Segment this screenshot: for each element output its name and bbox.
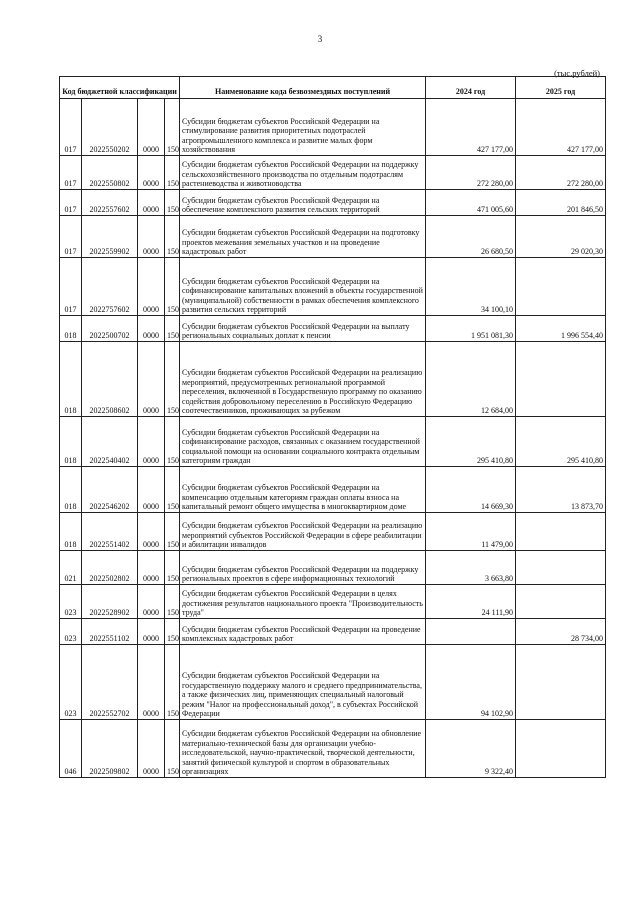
code-cell: 150 [165, 99, 180, 156]
code-cell: 150 [165, 190, 180, 216]
code-cell: 2022550802 [82, 156, 138, 190]
value-2025-cell: 201 846,50 [516, 190, 606, 216]
code-cell: 2022509802 [82, 720, 138, 778]
name-cell: Субсидии бюджетам субъектов Российской Федерации на подготовку проектов межевания земельных участков и на проведение кадастровых работ [180, 216, 426, 258]
code-cell: 018 [60, 316, 82, 342]
budget-table [59, 76, 606, 778]
table-row [60, 417, 606, 467]
value-2024-cell: 34 100,10 [426, 258, 516, 316]
table-body [60, 99, 606, 778]
code-cell: 0000 [138, 190, 165, 216]
code-cell: 018 [60, 342, 82, 417]
code-cell: 046 [60, 720, 82, 778]
value-2024-cell: 12 684,00 [426, 342, 516, 417]
value-2024-cell: 9 322,40 [426, 720, 516, 778]
code-cell: 0000 [138, 720, 165, 778]
code-cell: 2022559902 [82, 216, 138, 258]
code-cell: 021 [60, 551, 82, 585]
value-2024-cell: 427 177,00 [426, 99, 516, 156]
name-cell: Субсидии бюджетам субъектов Российской Федерации на реализацию мероприятий, предусмотренных региональной программой переселения, включенной в Государственную программу по оказанию содействия добровольному переселению в Российскую Федерацию соотечественников, проживающих за рубежом [180, 342, 426, 417]
code-cell: 2022557602 [82, 190, 138, 216]
code-cell: 0000 [138, 316, 165, 342]
code-cell: 0000 [138, 156, 165, 190]
value-2025-cell: 13 873,70 [516, 467, 606, 513]
code-cell: 0000 [138, 551, 165, 585]
code-cell: 150 [165, 619, 180, 645]
code-cell: 023 [60, 585, 82, 619]
value-2024-cell: 295 410,80 [426, 417, 516, 467]
name-cell: Субсидии бюджетам субъектов Российской Федерации на софинансирование расходов, связанных с оказанием государственной социальной помощи на основании социального контракта отдельным категориям граждан [180, 417, 426, 467]
page-number: 3 [317, 34, 323, 44]
table-row [60, 551, 606, 585]
value-2025-cell: 272 280,00 [516, 156, 606, 190]
name-cell: Субсидии бюджетам субъектов Российской Федерации на проведение комплексных кадастровых работ [180, 619, 426, 645]
name-cell: Субсидии бюджетам субъектов Российской Федерации на государственную поддержку малого и среднего предпринимательства, а также физических лиц, применяющих специальный налоговый режим "Налог на профессиональный доход", в субъектах Российской Федерации [180, 645, 426, 720]
name-cell: Субсидии бюджетам субъектов Российской Федерации на софинансирование капитальных вложений в объекты государственной (муниципальной) собственности в рамках обеспечения комплексного развития сельских территорий [180, 258, 426, 316]
value-2024-cell: 11 479,00 [426, 513, 516, 551]
table-row [60, 216, 606, 258]
code-cell: 0000 [138, 342, 165, 417]
code-cell: 2022550202 [82, 99, 138, 156]
name-cell: Субсидии бюджетам субъектов Российской Федерации на реализацию мероприятий субъектов Российской Федерации в сфере реабилитации и абилитации инвалидов [180, 513, 426, 551]
header-name: Наименование кода безвозмездных поступлений [180, 77, 426, 99]
table-row [60, 513, 606, 551]
value-2025-cell: 29 020,30 [516, 216, 606, 258]
value-2025-cell: 427 177,00 [516, 99, 606, 156]
header-year-2025: 2025 год [516, 77, 606, 99]
units-label: (тыс.рублей) [554, 68, 600, 78]
table-header-row [60, 77, 606, 99]
code-cell: 2022540402 [82, 417, 138, 467]
value-2024-cell [426, 619, 516, 645]
code-cell: 018 [60, 513, 82, 551]
table-row [60, 720, 606, 778]
code-cell: 017 [60, 190, 82, 216]
table-row [60, 645, 606, 720]
code-cell: 0000 [138, 467, 165, 513]
code-cell: 0000 [138, 99, 165, 156]
table-row [60, 467, 606, 513]
code-cell: 150 [165, 720, 180, 778]
code-cell: 150 [165, 645, 180, 720]
table-row [60, 342, 606, 417]
code-cell: 017 [60, 216, 82, 258]
value-2025-cell [516, 342, 606, 417]
code-cell: 2022528902 [82, 585, 138, 619]
name-cell: Субсидии бюджетам субъектов Российской Федерации на поддержку сельскохозяйственного производства по отдельным подотраслям растениеводства и животноводства [180, 156, 426, 190]
code-cell: 150 [165, 417, 180, 467]
table-row [60, 156, 606, 190]
value-2024-cell: 26 680,50 [426, 216, 516, 258]
value-2024-cell: 24 111,90 [426, 585, 516, 619]
code-cell: 2022551102 [82, 619, 138, 645]
table-row [60, 258, 606, 316]
code-cell: 2022508602 [82, 342, 138, 417]
code-cell: 023 [60, 619, 82, 645]
code-cell: 2022757602 [82, 258, 138, 316]
header-year-2024: 2024 год [426, 77, 516, 99]
code-cell: 150 [165, 551, 180, 585]
code-cell: 0000 [138, 417, 165, 467]
code-cell: 150 [165, 216, 180, 258]
value-2024-cell: 14 669,30 [426, 467, 516, 513]
code-cell: 0000 [138, 619, 165, 645]
value-2024-cell: 94 102,90 [426, 645, 516, 720]
code-cell: 150 [165, 156, 180, 190]
code-cell: 0000 [138, 216, 165, 258]
code-cell: 018 [60, 467, 82, 513]
code-cell: 2022502802 [82, 551, 138, 585]
value-2025-cell [516, 258, 606, 316]
table-row [60, 190, 606, 216]
code-cell: 150 [165, 585, 180, 619]
value-2025-cell: 28 734,00 [516, 619, 606, 645]
code-cell: 017 [60, 258, 82, 316]
name-cell: Субсидии бюджетам субъектов Российской Федерации на поддержку региональных проектов в сфере информационных технологий [180, 551, 426, 585]
code-cell: 150 [165, 467, 180, 513]
name-cell: Субсидии бюджетам субъектов Российской Федерации на выплату региональных социальных доплат к пенсии [180, 316, 426, 342]
table-row [60, 585, 606, 619]
code-cell: 2022546202 [82, 467, 138, 513]
table-row [60, 316, 606, 342]
value-2024-cell: 272 280,00 [426, 156, 516, 190]
value-2025-cell [516, 720, 606, 778]
name-cell: Субсидии бюджетам субъектов Российской Федерации на обеспечение комплексного развития сельских территорий [180, 190, 426, 216]
value-2025-cell [516, 551, 606, 585]
name-cell: Субсидии бюджетам субъектов Российской Федерации на компенсацию отдельным категориям граждан оплаты взноса на капитальный ремонт общего имущества в многоквартирном доме [180, 467, 426, 513]
code-cell: 0000 [138, 513, 165, 551]
value-2025-cell [516, 585, 606, 619]
code-cell: 150 [165, 342, 180, 417]
value-2025-cell [516, 645, 606, 720]
value-2024-cell: 3 663,80 [426, 551, 516, 585]
code-cell: 0000 [138, 258, 165, 316]
header-code-group: Код бюджетной классификации [60, 77, 180, 99]
name-cell: Субсидии бюджетам субъектов Российской Федерации на стимулирование развития приоритетных подотраслей агропромышленного комплекса и развитие малых форм хозяйствования [180, 99, 426, 156]
code-cell: 150 [165, 316, 180, 342]
value-2025-cell [516, 513, 606, 551]
value-2024-cell: 1 951 081,30 [426, 316, 516, 342]
table-row [60, 619, 606, 645]
code-cell: 2022552702 [82, 645, 138, 720]
name-cell: Субсидии бюджетам субъектов Российской Федерации на обновление материально-технической базы для организации учебно-исследовательской, научно-практической, творческой деятельности, занятий физической культурой и спортом в образовательных организациях [180, 720, 426, 778]
value-2025-cell: 295 410,80 [516, 417, 606, 467]
code-cell: 150 [165, 513, 180, 551]
code-cell: 150 [165, 258, 180, 316]
code-cell: 017 [60, 99, 82, 156]
code-cell: 0000 [138, 645, 165, 720]
code-cell: 2022500702 [82, 316, 138, 342]
code-cell: 017 [60, 156, 82, 190]
value-2025-cell: 1 996 554,40 [516, 316, 606, 342]
code-cell: 018 [60, 417, 82, 467]
value-2024-cell: 471 005,60 [426, 190, 516, 216]
code-cell: 023 [60, 645, 82, 720]
name-cell: Субсидии бюджетам субъектов Российской Федерации в целях достижения результатов национального проекта "Производительность труда" [180, 585, 426, 619]
code-cell: 0000 [138, 585, 165, 619]
table-row [60, 99, 606, 156]
code-cell: 2022551402 [82, 513, 138, 551]
